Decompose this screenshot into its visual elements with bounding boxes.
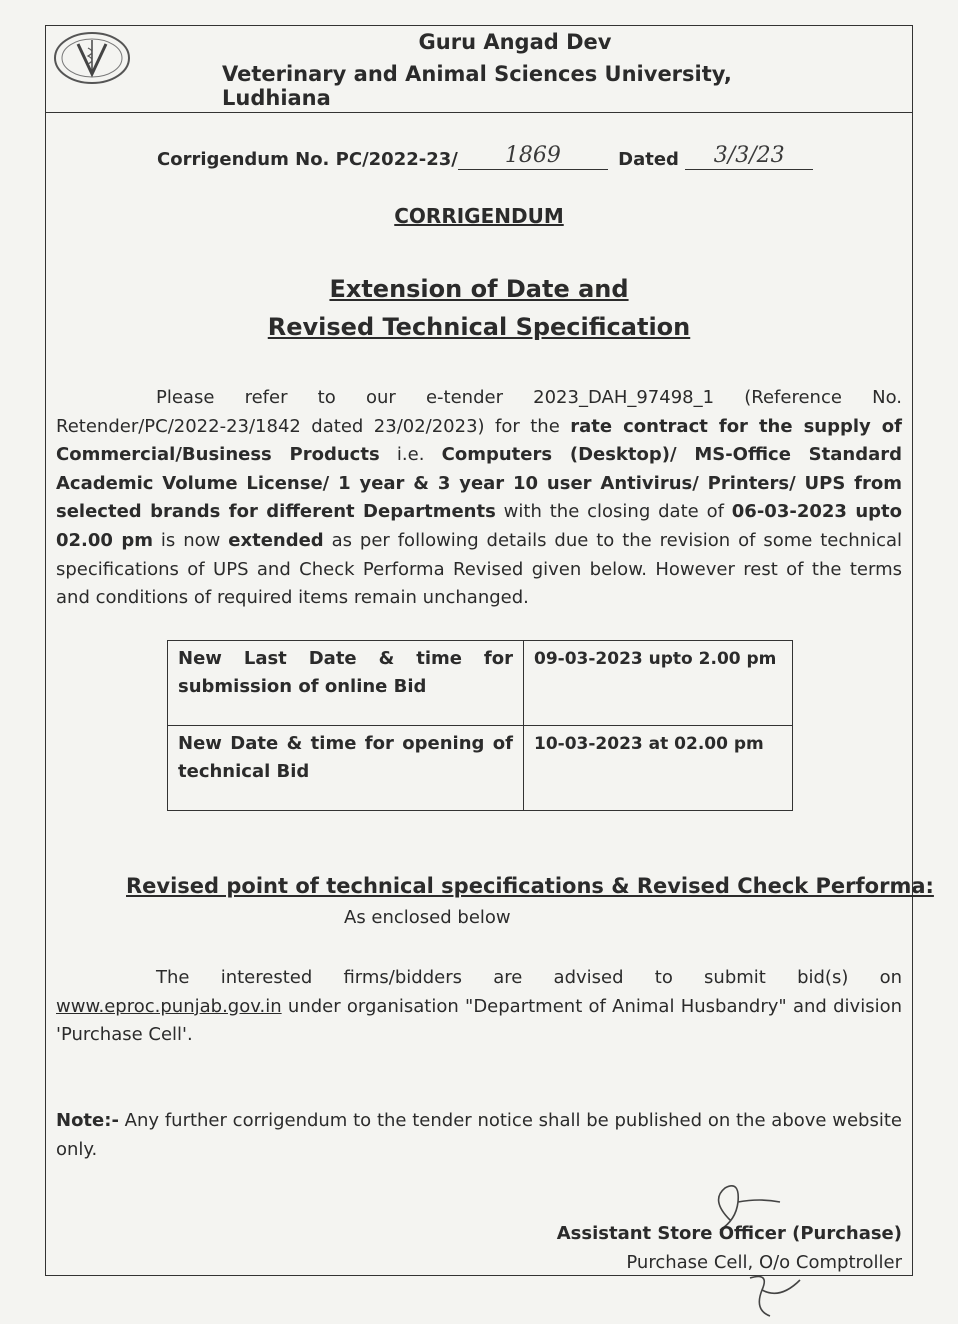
advice-paragraph bbox=[56, 964, 902, 1050]
table-cell-value: 10-03-2023 at 02.00 pm bbox=[524, 726, 793, 811]
table-cell-value: 09-03-2023 upto 2.00 pm bbox=[524, 641, 793, 726]
dated-label: Dated bbox=[618, 149, 679, 170]
body-text: as per following details due to the revision of some technical specifications of UPS and Check Performa Revised given below. However rest of the terms and conditions of required items remain unchanged. bbox=[56, 529, 903, 609]
table-cell-label: New Date & time for opening of technical Bid bbox=[168, 726, 524, 811]
subject-heading bbox=[0, 270, 958, 346]
university-name-line2: Veterinary and Animal Sciences University, Ludhiana bbox=[222, 62, 732, 110]
table-cell-label: New Last Date & time for submission of online Bid bbox=[168, 641, 524, 726]
body-text: is now bbox=[153, 529, 229, 551]
reference-number-field bbox=[458, 143, 608, 170]
advice-text: The interested firms/bidders are advised to submit bid(s) on bbox=[156, 967, 902, 988]
body-bold-items: Computers (Desktop)/ MS-Office Standard Academic Volume License/ 1 year & 3 year 10 user Antivirus/ Printers/ UPS from selected brands for different Departments bbox=[56, 444, 903, 523]
enclosed-note: As enclosed below bbox=[344, 907, 511, 928]
subject-line1: Extension of Date and bbox=[329, 275, 629, 303]
advice-text: under organisation "Department of Animal Husbandry" and division 'Purchase Cell'. bbox=[56, 995, 902, 1046]
table-row bbox=[168, 726, 793, 811]
note-text: Any further corrigendum to the tender notice shall be published on the above website only. bbox=[56, 1110, 902, 1160]
body-bold-contract: rate contract for the supply of Commercial/Business Products bbox=[56, 415, 902, 466]
note-paragraph bbox=[56, 1107, 902, 1164]
body-text: i.e. bbox=[379, 444, 442, 466]
closing-date: 06-03-2023 upto 02.00 pm bbox=[56, 501, 902, 551]
table-row bbox=[168, 641, 793, 726]
initials-icon bbox=[740, 1270, 810, 1320]
reference-prefix: Corrigendum No. PC/2022-23/ bbox=[157, 149, 458, 170]
reference-date: 3/3/23 bbox=[713, 143, 785, 168]
signoff-designation: Assistant Store Officer (Purchase) bbox=[556, 1223, 902, 1244]
note-label: Note:- bbox=[56, 1110, 119, 1131]
body-paragraph bbox=[56, 384, 902, 613]
university-name-line1: Guru Angad Dev bbox=[418, 30, 612, 54]
signoff-office: Purchase Cell, O/o Comptroller bbox=[626, 1252, 902, 1273]
document-title: CORRIGENDUM bbox=[394, 204, 564, 228]
subject-line2: Revised Technical Specification bbox=[267, 313, 691, 341]
extended-word: extended bbox=[228, 529, 324, 551]
corrigendum-reference bbox=[157, 143, 813, 170]
dates-table bbox=[167, 640, 793, 811]
date-field bbox=[685, 143, 813, 170]
reference-number: 1869 bbox=[504, 143, 561, 168]
eproc-link[interactable]: www.eproc.punjab.gov.in bbox=[56, 995, 282, 1017]
body-text: Please refer to our e-tender 2023_DAH_97498_1 (Reference No. Retender/PC/2022-23/1842 dated 23/02/2023) for the bbox=[56, 387, 902, 437]
revised-heading: Revised point of technical specifications & Revised Check Performa: bbox=[126, 874, 934, 898]
body-text: with the closing date of bbox=[495, 501, 732, 523]
